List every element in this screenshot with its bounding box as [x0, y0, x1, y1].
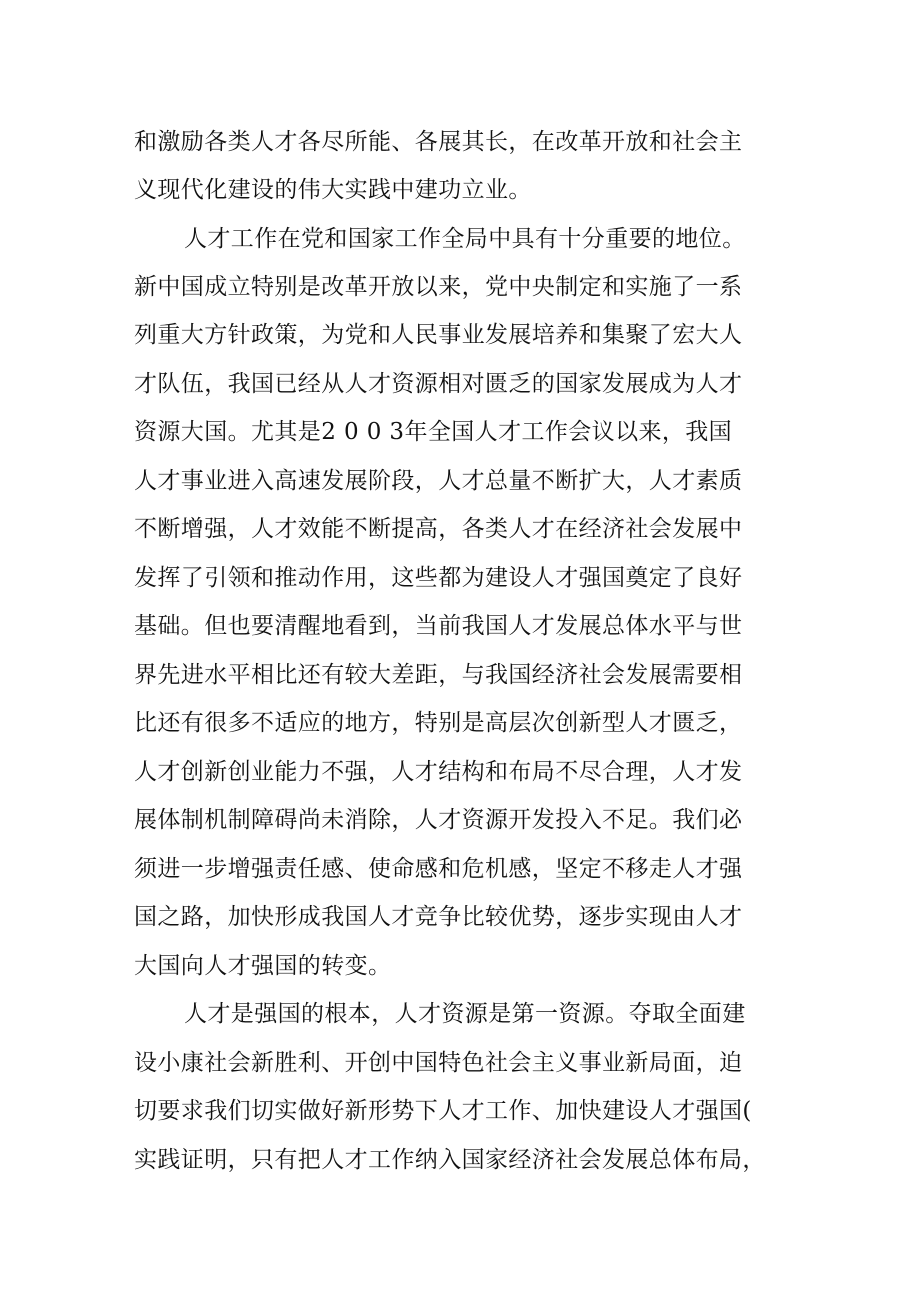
paragraph-first-line: 人才是强国的根本，人才资源是第一资源。夺取全面建	[184, 1001, 746, 1027]
text-line: 人才创新创业能力不强，人才结构和布局不尽合理，人才发	[134, 759, 743, 785]
text-line: 新中国成立特别是改革开放以来，党中央制定和实施了一系	[134, 274, 743, 300]
text-line: 才队伍，我国已经从人才资源相对匮乏的国家发展成为人才	[134, 371, 743, 397]
text-line: 不断增强，人才效能不断提高，各类人才在经济社会发展中	[134, 516, 743, 542]
text-line: 和激励各类人才各尽所能、各展其长，在改革开放和社会主	[134, 129, 743, 155]
text-line: 比还有很多不适应的地方，特别是高层次创新型人才匮乏，	[134, 710, 743, 736]
text-line: 界先进水平相比还有较大差距，与我国经济社会发展需要相	[134, 662, 743, 688]
text-line: 发挥了引领和推动作用，这些都为建设人才强国奠定了良好	[134, 565, 743, 591]
text-line: 展体制机制障碍尚未消除，人才资源开发投入不足。我们必	[134, 807, 743, 833]
text-line: 资源大国。尤其是2 0 0 3年全国人才工作会议以来，我国	[134, 419, 733, 445]
text-line: 国之路，加快形成我国人才竞争比较优势，逐步实现由人才	[134, 904, 743, 930]
text-line: 大国向人才强国的转变。	[134, 953, 392, 979]
text-line: 义现代化建设的伟大实践中建功立业。	[134, 177, 532, 203]
text-line: 实践证明，只有把人才工作纳入国家经济社会发展总体布局，	[134, 1147, 766, 1173]
text-line: 人才事业进入高速发展阶段，人才总量不断扩大，人才素质	[134, 468, 743, 494]
text-line: 须进一步增强责任感、使命感和危机感，坚定不移走人才强	[134, 856, 743, 882]
text-line: 列重大方针政策，为党和人民事业发展培养和集聚了宏大人	[134, 322, 743, 348]
paragraph-first-line: 人才工作在党和国家工作全局中具有十分重要的地位。	[184, 226, 746, 252]
text-line: 设小康社会新胜利、开创中国特色社会主义事业新局面，迫	[134, 1050, 743, 1076]
text-line: 切要求我们切实做好新形势下人才工作、加快建设人才强国(	[134, 1098, 752, 1124]
text-line: 基础。但也要清醒地看到，当前我国人才发展总体水平与世	[134, 613, 743, 639]
